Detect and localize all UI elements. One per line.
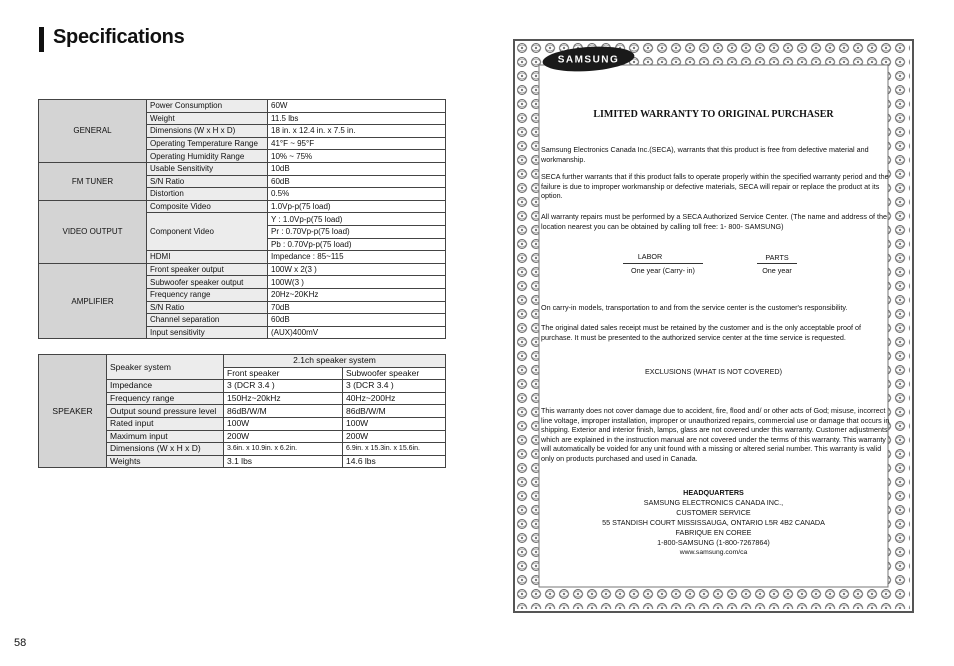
spec-label: Channel separation xyxy=(147,314,268,327)
exclusions-heading: EXCLUSIONS (WHAT IS NOT COVERED) xyxy=(645,367,782,376)
sub-value: 3 (DCR 3.4 ) xyxy=(343,380,446,393)
spec-value: 20Hz~20KHz xyxy=(268,288,446,301)
hq-line: 55 STANDISH COURT MISSISSAUGA, ONTARIO L5R 4B2 CANADA xyxy=(602,518,825,527)
spec-value: 10% ~ 75% xyxy=(268,150,446,163)
front-value: 3.1 lbs xyxy=(224,455,343,468)
warranty-certificate xyxy=(513,39,914,613)
front-value: 86dB/W/M xyxy=(224,405,343,418)
table-row xyxy=(39,263,446,276)
spec-value: 60dB xyxy=(268,175,446,188)
spec-value: 0.5% xyxy=(268,188,446,201)
spec-value: 10dB xyxy=(268,162,446,175)
sub-value: 200W xyxy=(343,430,446,443)
table-row xyxy=(39,162,446,175)
spec-label: Subwoofer speaker output xyxy=(147,276,268,289)
hq-heading: HEADQUARTERS xyxy=(683,488,744,497)
spec-value: 18 in. x 12.4 in. x 7.5 in. xyxy=(268,125,446,138)
hq-line: CUSTOMER SERVICE xyxy=(676,508,751,517)
spec-label: Usable Sensitivity xyxy=(147,162,268,175)
sub-value: 6.9in. x 15.3in. x 15.6in. xyxy=(343,443,446,456)
spec-label: Frequency range xyxy=(107,392,224,405)
spec-value: 11.5 lbs xyxy=(268,112,446,125)
spec-value: Impedance : 85~115 xyxy=(268,251,446,264)
spec-value: 60W xyxy=(268,100,446,113)
exclusions-paragraph: This warranty does not cover damage due to accident, fire, flood and/ or other acts of God; misuse, incorrect line voltage, improper installation, improper or unauthorized repairs, commercial use or damage that occurs in shipping. Exterior and interior finish, lamps, glass are not covered under this warranty. Customer adjustments which are explained in the instruction manual are not covered under the terms of this warranty. This warranty will automatically be voided for any unit found with a missing or altered serial number. This warranty is valid only on products purchased and used in Canada. xyxy=(541,406,890,463)
front-value: 3 (DCR 3.4 ) xyxy=(224,380,343,393)
specifications-table xyxy=(38,99,446,339)
spec-label: Component Video xyxy=(147,213,268,251)
hq-website-link[interactable]: www.samsung.com/ca xyxy=(679,549,748,556)
spec-value: 1.0Vp-p(75 load) xyxy=(268,200,446,213)
sub-value: 40Hz~200Hz xyxy=(343,392,446,405)
spec-label: Maximum input xyxy=(107,430,224,443)
sub-value: 86dB/W/M xyxy=(343,405,446,418)
spec-value: 100W(3 ) xyxy=(268,276,446,289)
spec-label: Dimensions (W x H x D) xyxy=(147,125,268,138)
front-value: 200W xyxy=(224,430,343,443)
hq-line: FABRIQUE EN COREE xyxy=(675,528,752,537)
spec-label: Dimensions (W x H x D) xyxy=(107,443,224,456)
spec-value: (AUX)400mV xyxy=(268,326,446,339)
front-value: 150Hz~20kHz xyxy=(224,392,343,405)
category-general: GENERAL xyxy=(39,100,147,163)
column-header-sub: Subwoofer speaker xyxy=(343,367,446,380)
page-number: 58 xyxy=(14,637,27,649)
spec-label: Impedance xyxy=(107,380,224,393)
spec-label: Frequency range xyxy=(147,288,268,301)
spec-label: Operating Temperature Range xyxy=(147,137,268,150)
category-speaker: SPEAKER xyxy=(39,355,107,468)
table-row xyxy=(39,100,446,113)
spec-label: Front speaker output xyxy=(147,263,268,276)
parts-label: PARTS xyxy=(765,253,789,262)
spec-label: HDMI xyxy=(147,251,268,264)
page-title: Specifications xyxy=(53,26,185,48)
table-row xyxy=(39,200,446,213)
spec-value: 100W x 2(3 ) xyxy=(268,263,446,276)
category-amplifier: AMPLIFIER xyxy=(39,263,147,339)
labor-value: One year (Carry- in) xyxy=(623,263,703,275)
front-value: 3.6in. x 10.9in. x 6.2in. xyxy=(224,443,343,456)
speaker-system-label: Speaker system xyxy=(107,355,224,380)
warranty-title: LIMITED WARRANTY TO ORIGINAL PURCHASER xyxy=(593,109,834,120)
category-video-output: VIDEO OUTPUT xyxy=(39,200,147,263)
spec-label: Output sound pressure level xyxy=(107,405,224,418)
category-fm-tuner: FM TUNER xyxy=(39,162,147,200)
warranty-paragraph: SECA further warrants that if this product falls to operate properly within the specified warranty period and the failure is due to improper workmanship or defective materials, SECA will repair or replace the product at its option. xyxy=(541,172,889,200)
parts-value: One year xyxy=(757,263,797,275)
samsung-logo xyxy=(541,45,636,73)
spec-value: Y : 1.0Vp-p(75 load) xyxy=(268,213,446,226)
spec-value: 60dB xyxy=(268,314,446,327)
spec-value: Pb : 0.70Vp-p(75 load) xyxy=(268,238,446,251)
column-header-front: Front speaker xyxy=(224,367,343,380)
front-value: 100W xyxy=(224,417,343,430)
spec-label: Weights xyxy=(107,455,224,468)
speaker-system-value: 2.1ch speaker system xyxy=(224,355,446,368)
warranty-paragraph: On carry-in models, transportation to and from the service center is the customer's responsibility. xyxy=(541,303,848,312)
sub-value: 100W xyxy=(343,417,446,430)
spec-label: Power Consumption xyxy=(147,100,268,113)
hq-line: SAMSUNG ELECTRONICS CANADA INC., xyxy=(643,498,784,507)
title-bar xyxy=(39,27,44,52)
spec-label: Rated input xyxy=(107,417,224,430)
spec-label: Composite Video xyxy=(147,200,268,213)
warranty-paragraph: Samsung Electronics Canada Inc.(SECA), warrants that this product is free from defective material and workmanship. xyxy=(541,145,869,164)
hq-line: 1-800-SAMSUNG (1-800-7267864) xyxy=(657,538,770,547)
spec-label: Distortion xyxy=(147,188,268,201)
table-row xyxy=(39,355,446,368)
spec-value: 41°F ~ 95°F xyxy=(268,137,446,150)
labor-label: LABOR xyxy=(637,252,663,261)
warranty-paragraph: The original dated sales receipt must be retained by the customer and is the only acceptable proof of purchase. It must be presented to the authorized service center at the time service is requested. xyxy=(541,323,862,342)
spec-value: 70dB xyxy=(268,301,446,314)
spec-label: Input sensitivity xyxy=(147,326,268,339)
spec-label: S/N Ratio xyxy=(147,301,268,314)
spec-value: Pr : 0.70Vp-p(75 load) xyxy=(268,225,446,238)
speaker-table xyxy=(38,354,446,468)
spec-label: Weight xyxy=(147,112,268,125)
spec-label: S/N Ratio xyxy=(147,175,268,188)
logo-text: SAMSUNG xyxy=(557,54,620,66)
sub-value: 14.6 lbs xyxy=(343,455,446,468)
warranty-paragraph: All warranty repairs must be performed by a SECA Authorized Service Center. (The name and address of the location nearest you can be obtained by calling toll free: 1- 800- SAMSUNG) xyxy=(541,212,887,231)
spec-label: Operating Humidity Range xyxy=(147,150,268,163)
